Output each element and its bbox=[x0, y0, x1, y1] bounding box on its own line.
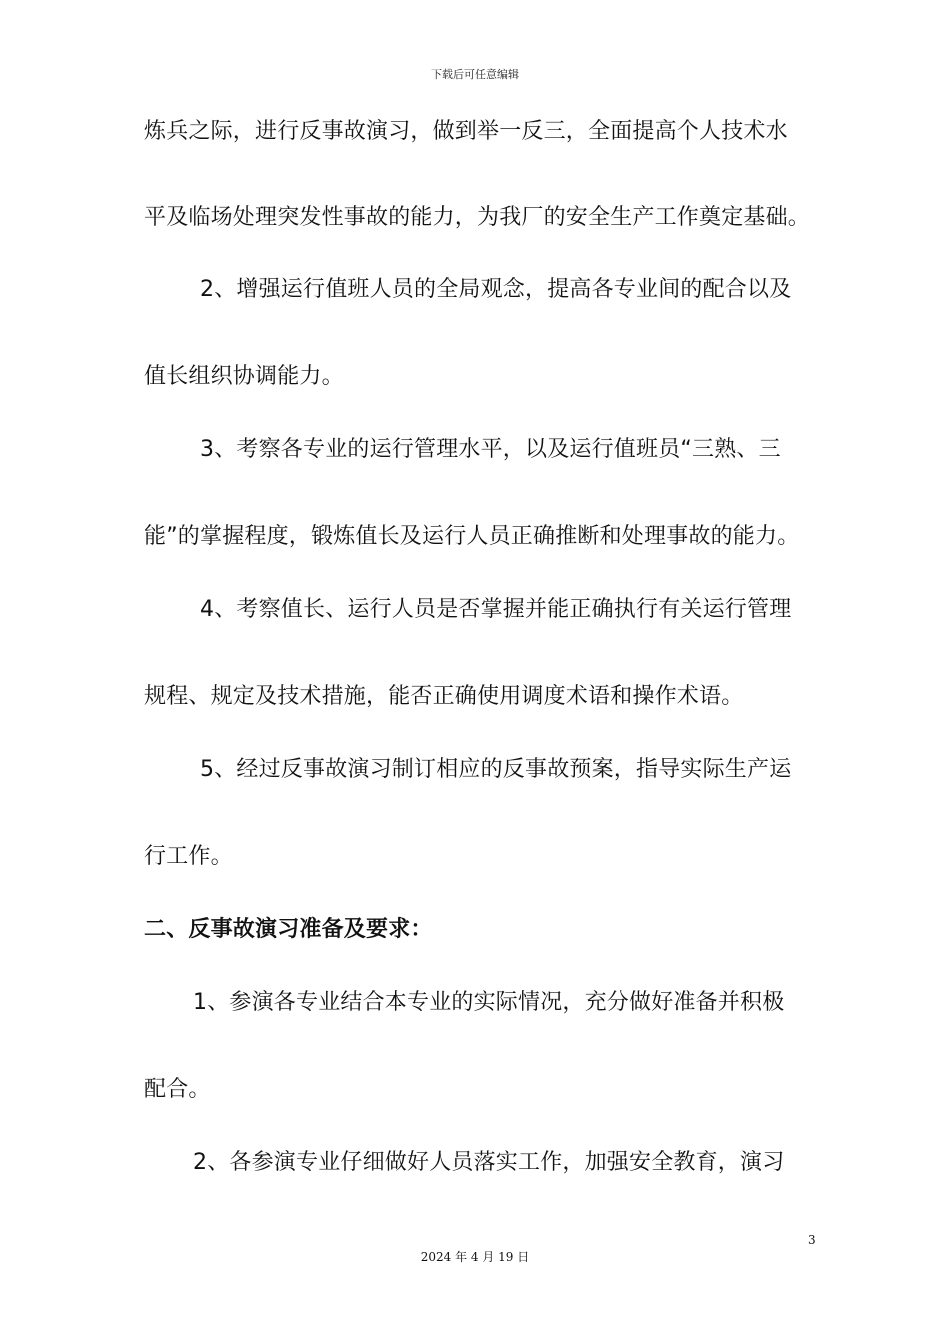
body-line: 值长组织协调能力。 bbox=[144, 364, 344, 389]
body-line: 炼兵之际，进行反事故演习，做到举一反三，全面提高个人技术水 bbox=[144, 119, 788, 144]
footer-date: 2024 年 4 月 19 日 bbox=[420, 1250, 530, 1264]
body-line: 行工作。 bbox=[144, 844, 233, 869]
page-number: 3 bbox=[808, 1233, 816, 1247]
body-line: 1、参演各专业结合本专业的实际情况，充分做好准备并积极 bbox=[193, 990, 785, 1015]
body-line: 4、考察值长、运行人员是否掌握并能正确执行有关运行管理 bbox=[200, 597, 792, 622]
body-line: 平及临场处理突发性事故的能力，为我厂的安全生产工作奠定基础。 bbox=[144, 205, 811, 230]
body-line: 规程、规定及技术措施，能否正确使用调度术语和操作术语。 bbox=[144, 684, 744, 709]
body-line: 2、增强运行值班人员的全局观念，提高各专业间的配合以及 bbox=[200, 277, 792, 302]
body-line: 2、各参演专业仔细做好人员落实工作，加强安全教育，演习 bbox=[193, 1150, 785, 1175]
body-line: 3、考察各专业的运行管理水平，以及运行值班员“三熟、三 bbox=[200, 437, 781, 462]
body-line: 能”的掌握程度，锻炼值长及运行人员正确推断和处理事故的能力。 bbox=[144, 524, 800, 549]
body-line: 5、经过反事故演习制订相应的反事故预案，指导实际生产运 bbox=[200, 757, 792, 782]
body-line: 配合。 bbox=[144, 1077, 211, 1102]
header-note: 下载后可任意编辑 bbox=[431, 68, 519, 81]
section-heading: 二、反事故演习准备及要求： bbox=[144, 917, 433, 942]
